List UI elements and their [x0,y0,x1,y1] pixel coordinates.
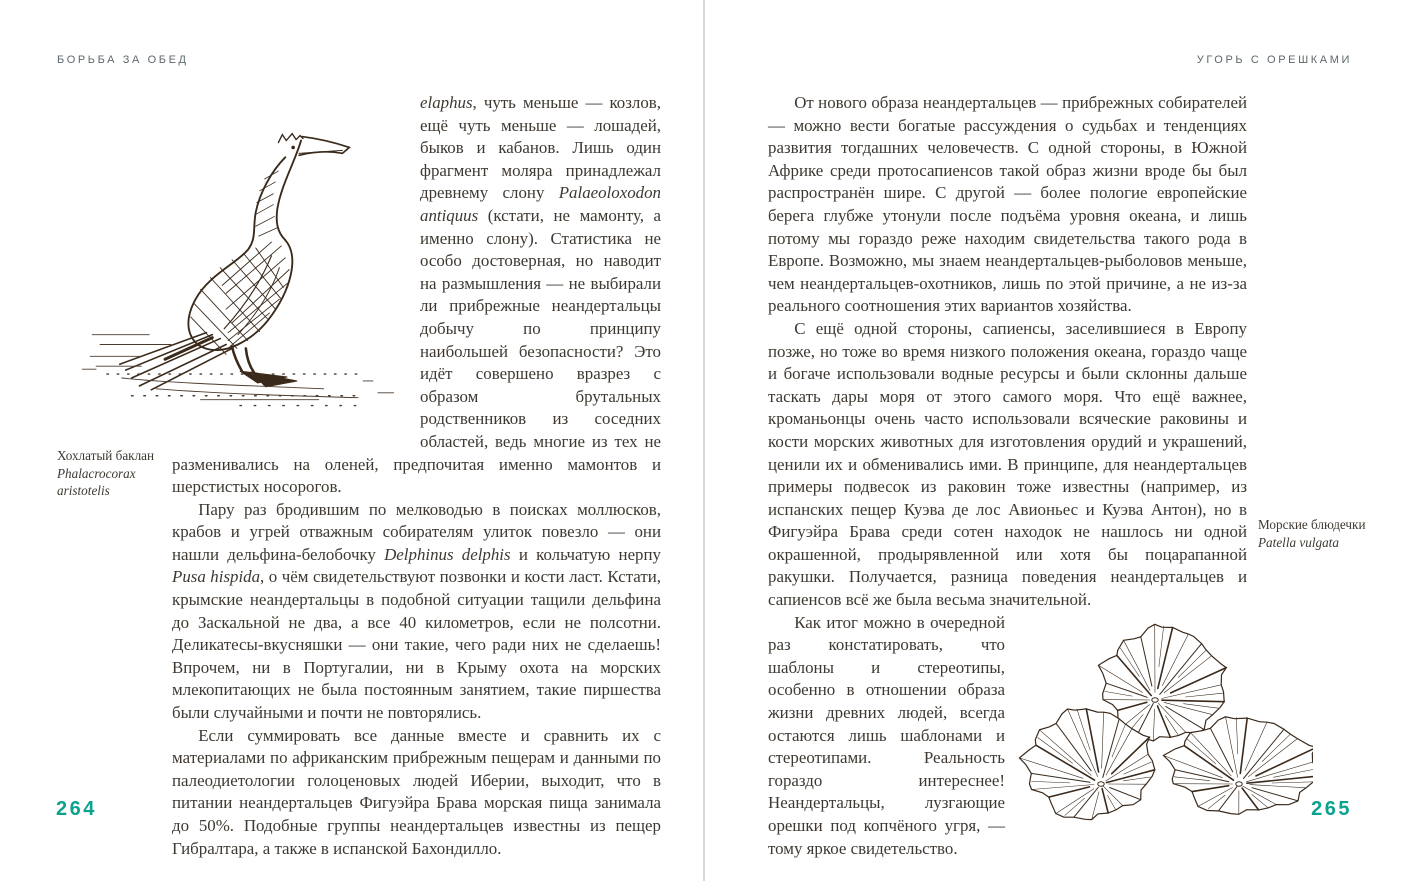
text-segment: Delphinus delphis [384,544,511,564]
page-right [706,0,1410,881]
paragraph [172,499,661,725]
text-segment: и кольчатую нерпу [510,544,661,564]
paragraph: От нового образа неандертальцев — прибрежных собирателей — можно вести богатые рассуждения о судьбах и тенденциях развития тогдашних человечеств. С одной стороны, в Южной Африке среди протосапиенсов такой образ жизни вроде бы был распространён шире. С другой — более пологие европейские берега глубже утонули после подъёма уровня океана, и лишь потому мы гораздо реже находим свидетельства такого рода в Европе. Возможно, мы знаем неандертальцев-рыболовов меньше, чем неандертальцев-охотников, лишь по этой причине, а не из-за реального соотношения этих вариантов хозяйства. [768,93,1247,316]
figure-limpets [1013,614,1313,840]
text-segment: (кстати, не мамонту, а именно слону). Статистика не особо достоверная, но наводит на размышления — не выбирали ли прибрежные неандертальцы добычу по принципу наибольшей безопасности? Это идёт совершено вразрез с образом брутальных родственников из соседних областей, ведь многие из тех не разменивались на оленей, предпочитая именно мамонтов и шерстистых носорогов. [172,205,661,497]
paragraph: С ещё одной стороны, сапиенсы, заселившиеся в Европу позже, но тоже во время низкого положения океана, гораздо чаще и богаче использовали водные ресурсы и были склонны дальше таскать дары моря от этого самого моря. Что ещё важнее, кроманьонцы очень часто использовали всяческие раковины и кости морских животных для изготовления орудий и украшений, ценили их и обменивались ими. В принципе, для неандертальцев примеры подвесок из раковин тоже известны (например, из испанских пещер Куэва де лос Авионьес и Куэва Антон), но в Фигуэйра Брава среди сотен находок не нашлось ни одной окрашенной, продырявленной или хотя бы поцарапанной ракушки. Получается, разница поведения неандертальцев и сапиенсов всё же была весьма значительной. [768,318,1247,610]
page-left [0,0,704,881]
text-segment: , о чём свидетельствуют позвонки и кости ласт. Кстати, крымские неандертальцы в подобной ситуации тащили дельфина до Заскальной не два, а все 40 километров, если не полсотни. Деликатесы-вкусняшки — они такие, чего ради них не сделаешь! Впрочем, ни в Португалии, ни в Крыму охота на морских млекопитающих не была постоянным занятием, такие пиршества были случайными и почти не повторялись. [172,567,661,723]
text-segment: Pusa hispida [172,567,261,587]
text-segment: Как итог можно в очередной раз констатировать, что шаблоны и стереотипы, особенно в отношении образа жизни древних людей, всегда остаются лишь шаблонами и стереотипами. Реальность гораздо интереснее! Неандертальцы, лузгающие орешки под копчёного угря, — тому яркое свидетельство. [768,612,1005,858]
caption-latin-name: Patella vulgata [1258,534,1339,550]
caption-common-name: Морские блюдечки [1258,517,1366,532]
text-segment: elaphus [420,93,473,112]
page-gutter [703,0,705,881]
figure-caption-cormorant [57,447,169,500]
caption-common-name: Хохлатый баклан [57,448,155,463]
paragraph: Если суммировать все данные вместе и сравнить их с материалами по африканским прибрежным пещерам и данными по палеодиетологии голоценовых людей Иберии, выходит, что в питании неандертальцев Фигуэйра Брава морская пища занимала до 50%. Подобные группы неандертальцев известны из пещер Гибралтара, а также в испанской Бахондилло. [172,725,661,858]
text-column-left [172,92,661,860]
limpets-illustration [1013,614,1313,840]
figure-caption-limpets [1258,516,1370,551]
text-segment: Пару раз бродившим по мелководью в поисках моллюсков, крабов и угрей отважным собирателям улиток повезло — они нашли дельфина-белобочку [172,499,661,564]
figure-cormorant [60,92,412,433]
running-head-right: УГОРЬ С ОРЕШКАМИ [1196,54,1352,66]
text-segment: Palaeoloxodon antiquus [420,183,661,225]
caption-latin-name: Phalacrocorax aristotelis [57,465,136,498]
paragraph [768,612,1247,861]
text-segment: , чуть меньше — козлов, ещё чуть меньше — лошадей, быков и кабанов. Лишь один фрагмент моляра принадлежал древнему слону [420,93,661,203]
page-number-right: 265 [1311,798,1352,820]
running-head-left: БОРЬБА ЗА ОБЕД [57,54,189,66]
cormorant-illustration [60,110,412,445]
page-number-left: 264 [56,798,97,820]
text-column-right [768,92,1247,860]
